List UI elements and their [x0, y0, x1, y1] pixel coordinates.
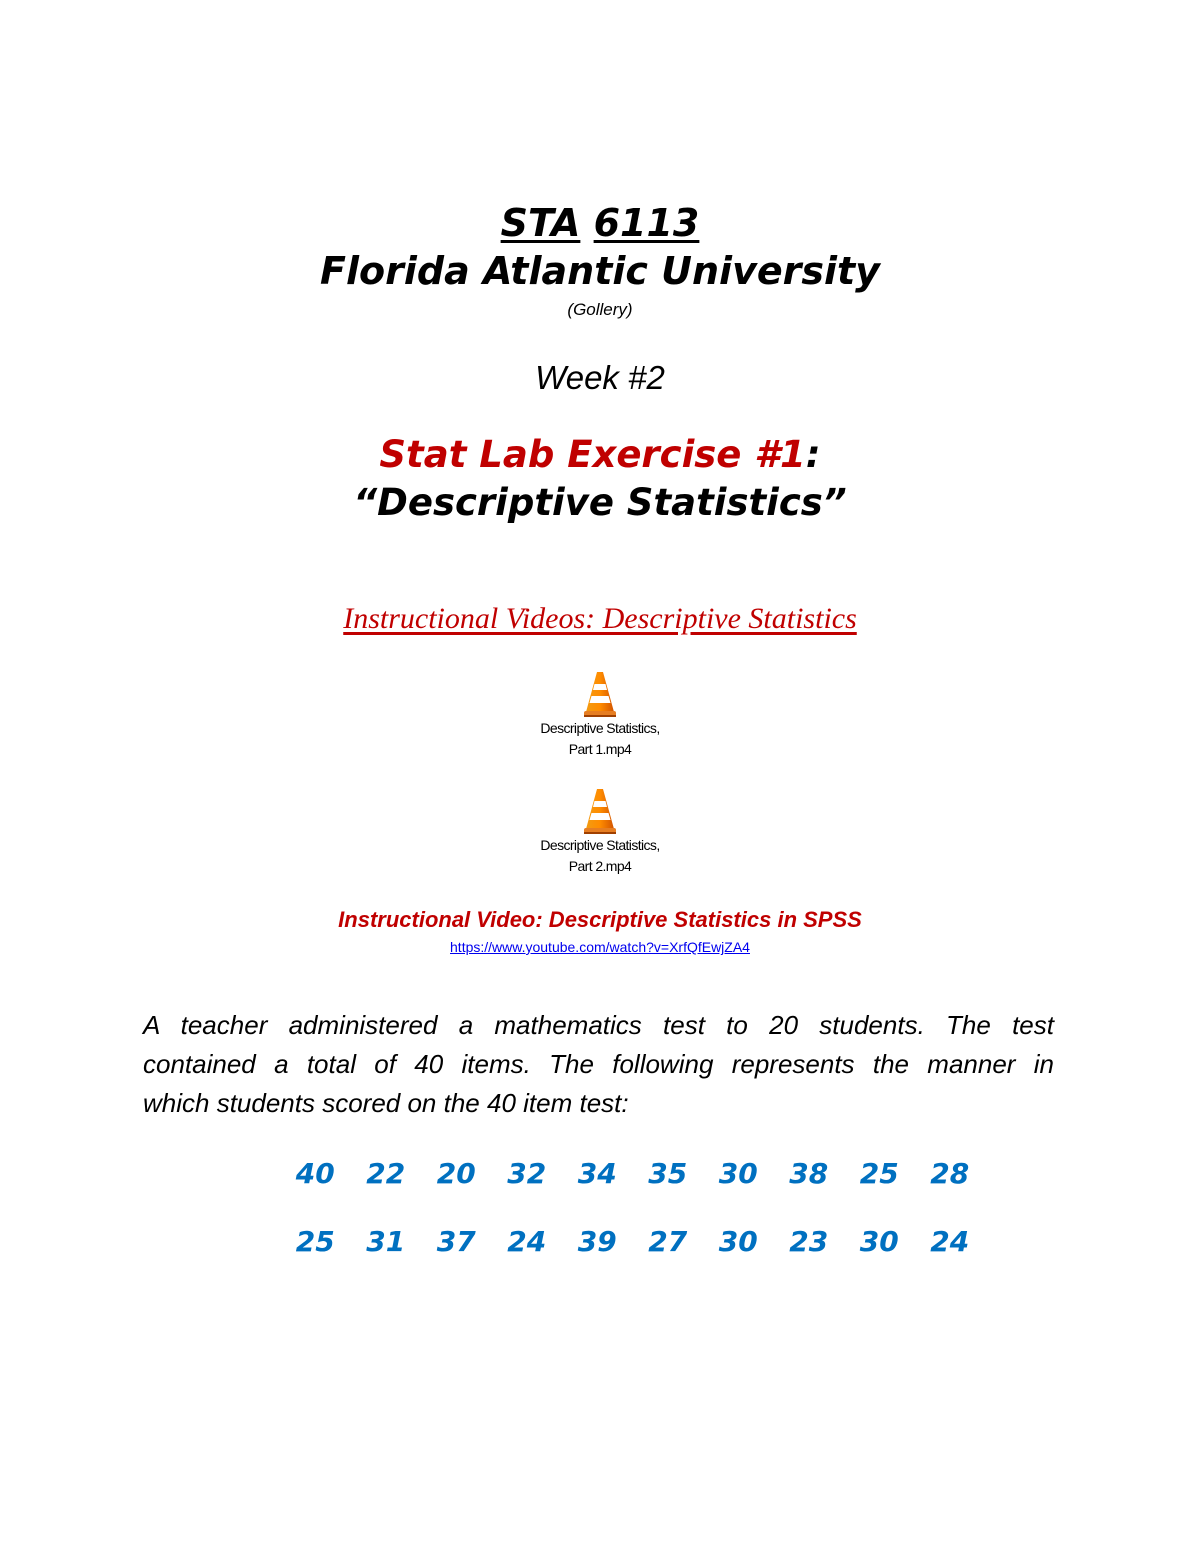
exercise-title-colon: :	[805, 433, 821, 476]
score-value: 23	[789, 1225, 829, 1258]
score-value: 24	[507, 1225, 547, 1258]
scores-row-2	[280, 1225, 990, 1259]
problem-line-1: A teacher administered a mathematics test to 20 students. The test	[143, 1010, 1054, 1040]
vlc-cone-icon	[583, 787, 617, 835]
score-value: 39	[577, 1225, 617, 1258]
exercise-subtitle: “Descriptive Statistics”	[353, 481, 847, 524]
course-number: 6113	[593, 201, 700, 245]
problem-line-3: which students scored on the 40 item test:	[143, 1088, 629, 1118]
video-attachment-part-2[interactable]	[500, 787, 700, 877]
score-value: 38	[789, 1157, 829, 1190]
score-value: 34	[577, 1157, 617, 1190]
score-value: 25	[295, 1225, 335, 1258]
video-filename-line2: Part 2.mp4	[568, 858, 632, 874]
video-filename-line1: Descriptive Statistics,	[540, 720, 660, 736]
spss-video-heading: Instructional Video: Descriptive Statistics in SPSS	[338, 907, 862, 932]
problem-statement	[143, 1006, 1054, 1123]
score-value: 24	[930, 1225, 970, 1258]
score-value: 30	[859, 1225, 899, 1258]
vlc-cone-icon	[583, 670, 617, 718]
score-value: 40	[295, 1157, 335, 1190]
university-name: Florida Atlantic University	[320, 249, 880, 293]
video-attachment-part-1[interactable]	[500, 670, 700, 760]
score-value: 28	[930, 1157, 970, 1190]
week-label: Week #2	[535, 359, 665, 396]
instructor-name: (Gollery)	[567, 300, 633, 319]
score-value: 30	[718, 1225, 758, 1258]
score-value: 31	[366, 1225, 406, 1258]
score-value: 22	[366, 1157, 406, 1190]
exercise-title	[0, 432, 1200, 478]
score-value: 32	[507, 1157, 547, 1190]
video-filename-line2: Part 1.mp4	[568, 741, 632, 757]
score-value: 25	[859, 1157, 899, 1190]
problem-line-2: contained a total of 40 items. The following represents the manner in	[143, 1049, 1054, 1079]
score-value: 37	[436, 1225, 476, 1258]
instructional-videos-heading: Instructional Videos: Descriptive Statistics	[343, 602, 857, 635]
video-filename-line1: Descriptive Statistics,	[540, 837, 660, 853]
score-value: 35	[648, 1157, 688, 1190]
youtube-link[interactable]: https://www.youtube.com/watch?v=XrfQfEwjZA4	[450, 939, 750, 955]
scores-row-1	[280, 1157, 990, 1191]
score-value: 30	[718, 1157, 758, 1190]
score-value: 20	[436, 1157, 476, 1190]
exercise-title-text: Stat Lab Exercise #1	[379, 433, 806, 476]
score-value: 27	[648, 1225, 688, 1258]
course-prefix: STA	[500, 201, 581, 245]
course-code	[0, 200, 1200, 246]
